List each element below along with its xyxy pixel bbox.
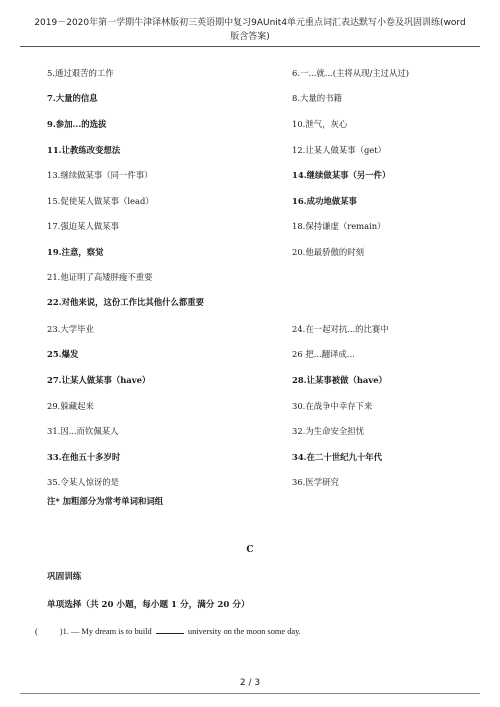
vocab-row bbox=[47, 367, 467, 393]
vocab-item: 18.保持谦虚（remain） bbox=[292, 221, 386, 232]
vocab-row bbox=[47, 239, 467, 265]
note-text: 注* 加粗部分为常考单词和词组 bbox=[47, 496, 164, 506]
vocab-item: 14.继续做某事（另一件） bbox=[292, 170, 391, 181]
section-instructions: 单项选择（共 20 小题，每小题 1 分，满分 20 分） bbox=[47, 600, 250, 610]
vocab-item: 20.他最骄傲的时刻 bbox=[292, 246, 364, 257]
vocab-item: 12.让某人做某事（get） bbox=[292, 144, 387, 155]
vocab-item: 21.他证明了高矮胖瘦不重要 bbox=[47, 271, 153, 282]
document-header bbox=[20, 16, 480, 44]
vocab-item: 27.让某人做某事（have） bbox=[47, 374, 151, 385]
vocab-item: 31.因...而钦佩某人 bbox=[47, 426, 119, 437]
vocab-item: 28.让某事被做（have） bbox=[292, 374, 387, 385]
vocab-item: 13.继续做某事（同一件事） bbox=[47, 170, 153, 181]
vocab-item: 19.注意，察觉 bbox=[47, 246, 104, 257]
vocab-item: 6.一...就...(主将从现/主过从过) bbox=[292, 67, 410, 78]
vocab-item: 29.躲藏起来 bbox=[47, 400, 94, 411]
vocab-row bbox=[47, 342, 467, 368]
vocab-row bbox=[47, 316, 467, 342]
page-number: 2 / 3 bbox=[239, 678, 261, 688]
vocab-row bbox=[47, 111, 467, 137]
header-line-2: 版含答案) bbox=[230, 32, 270, 42]
question-rest: university on the moon some day. bbox=[187, 627, 301, 636]
vocab-item: 17.强迫某人做某事 bbox=[47, 221, 119, 232]
vocab-item: 32.为生命安全担忧 bbox=[292, 426, 364, 437]
vocab-item: 36.医学研究 bbox=[292, 477, 339, 488]
vocab-row bbox=[47, 444, 467, 470]
vocab-row bbox=[47, 137, 467, 163]
vocab-item: 15.促使某人做某事（lead） bbox=[47, 195, 154, 206]
vocab-item: 34.在二十世纪九十年代 bbox=[292, 451, 382, 462]
vocab-row bbox=[47, 470, 467, 496]
vocab-item: 10.泄气，灰心 bbox=[292, 118, 348, 129]
vocab-row bbox=[47, 418, 467, 444]
vocab-row bbox=[47, 162, 467, 188]
question-stem: )1. — My dream is to build bbox=[59, 627, 152, 636]
question-open-paren: ( bbox=[35, 627, 38, 636]
vocab-item: 23.大学毕业 bbox=[47, 323, 94, 334]
vocab-item: 25.爆发 bbox=[47, 349, 79, 360]
vocab-item: 8.大量的书籍 bbox=[292, 93, 342, 104]
vocab-item: 26 把...翻译成... bbox=[292, 349, 355, 360]
vocab-item: 5.通过艰苦的工作 bbox=[47, 67, 114, 78]
section-title: 巩固训练 bbox=[47, 572, 82, 582]
vocab-item: 35.令某人惊讶的是 bbox=[47, 477, 119, 488]
vocab-item: 30.在战争中幸存下来 bbox=[292, 400, 373, 411]
vocab-item: 24.在一起对抗...的比赛中 bbox=[292, 323, 389, 334]
fill-in-blank[interactable] bbox=[156, 625, 184, 634]
footer-divider bbox=[20, 693, 480, 694]
section-letter: C bbox=[246, 545, 254, 555]
question-1 bbox=[35, 625, 301, 636]
vocab-row bbox=[47, 188, 467, 214]
vocab-item: 16.成功地做某事 bbox=[292, 195, 357, 206]
vocab-item: 9.参加...的选拔 bbox=[47, 118, 107, 129]
vocab-item: 33.在他五十多岁时 bbox=[47, 451, 121, 462]
header-divider bbox=[20, 46, 480, 47]
vocab-row bbox=[47, 393, 467, 419]
vocab-item: 7.大量的信息 bbox=[47, 93, 98, 104]
vocab-row bbox=[47, 214, 467, 240]
vocab-item: 22.对他来说，这份工作比其他什么都重要 bbox=[47, 297, 204, 308]
header-line-1: 2019－2020年第一学期牛津译林版初三英语期中复习9AUnit4单元重点词汇表达默写小卷及巩固训练(word bbox=[34, 18, 466, 28]
vocab-row bbox=[47, 86, 467, 112]
vocabulary-list bbox=[47, 60, 467, 495]
vocab-row bbox=[47, 60, 467, 86]
vocab-item: 11.让教练改变想法 bbox=[47, 144, 121, 155]
